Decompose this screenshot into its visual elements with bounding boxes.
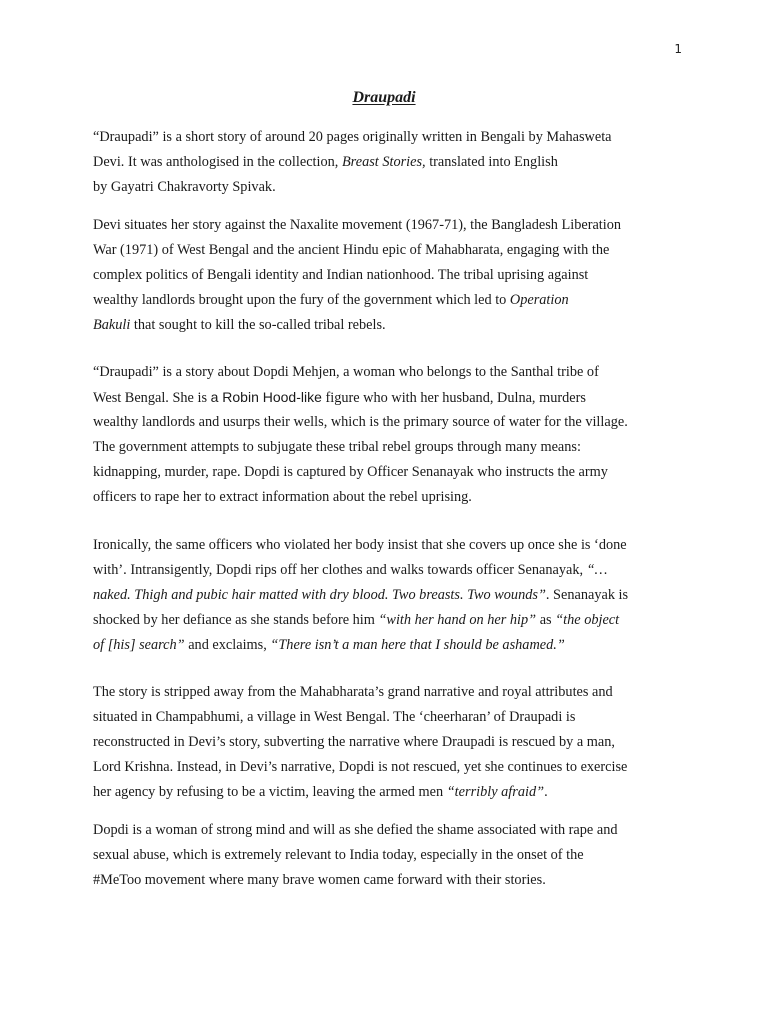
text-line <box>93 360 693 385</box>
text-run: Devi situates her story against the Naxalite movement (1967-71), the Bangladesh Liberation <box>93 217 622 233</box>
document-title: Draupadi <box>352 89 416 106</box>
text-line <box>93 175 693 200</box>
paragraph-defiance <box>93 533 693 658</box>
text-line <box>93 238 693 263</box>
text-line <box>93 410 693 435</box>
text-run: . <box>544 784 548 800</box>
italic-text: Bakuli <box>93 317 131 333</box>
italic-text: Operation <box>509 292 569 308</box>
text-run: officers to rape her to extract information about the rebel uprising. <box>93 489 472 505</box>
text-run: Ironically, the same officers who violated her body insist that she covers up once she is ‘done <box>93 537 627 553</box>
text-line <box>93 435 693 460</box>
text-line <box>93 843 693 868</box>
text-line <box>93 150 693 175</box>
text-line <box>93 385 693 410</box>
text-run: complex politics of Bengali identity and Indian nationhood. The tribal uprising against <box>93 267 589 283</box>
text-line <box>93 533 693 558</box>
text-run: a Robin Hood-like <box>210 389 322 405</box>
paragraph-intro <box>93 125 693 200</box>
text-run: and exclaims, <box>184 637 271 653</box>
text-line <box>93 780 693 805</box>
text-line <box>93 633 693 658</box>
text-line <box>93 263 693 288</box>
text-run: . Senanayak is <box>545 587 629 603</box>
text-line <box>93 868 693 893</box>
text-run: sexual abuse, which is extremely relevant to India today, especially in the onset of the <box>93 847 584 863</box>
text-run: by Gayatri Chakravorty Spivak. <box>93 179 276 195</box>
text-run: #MeToo movement where many brave women came forward with their stories. <box>93 872 546 888</box>
italic-text: of [his] search” <box>93 637 185 653</box>
text-run: The story is stripped away from the Mahabharata’s grand narrative and royal attributes and <box>93 684 613 700</box>
italic-text: “with her hand on her hip” <box>378 612 537 628</box>
text-run: Lord Krishna. Instead, in Devi’s narrative, Dopdi is not rescued, yet she continues to exercise <box>93 759 628 775</box>
text-run: figure who with her husband, Dulna, murders <box>321 390 586 406</box>
text-run: Dopdi is a woman of strong mind and will as she defied the shame associated with rape and <box>93 822 618 838</box>
text-line <box>93 313 693 338</box>
paragraph-narrative <box>93 680 693 805</box>
text-line <box>93 485 693 510</box>
text-run: wealthy landlords brought upon the fury of the government which led to <box>93 292 510 308</box>
text-run: translated into English <box>425 154 558 170</box>
text-line <box>93 125 693 150</box>
text-run: The government attempts to subjugate these tribal rebel groups through many means: <box>93 439 581 455</box>
italic-text: naked. Thigh and pubic hair matted with dry blood. Two breasts. Two wounds” <box>93 587 546 603</box>
text-line <box>93 213 693 238</box>
text-line <box>93 818 693 843</box>
italic-text: “the object <box>555 612 620 628</box>
italic-text: “There isn’t a man here that I should be ashamed.” <box>270 637 565 653</box>
text-line <box>93 755 693 780</box>
text-run: West Bengal. She is <box>93 390 211 406</box>
text-line <box>93 460 693 485</box>
text-run: as <box>536 612 556 628</box>
text-run: Devi. It was anthologised in the collection, <box>93 154 342 170</box>
text-run: that sought to kill the so-called tribal rebels. <box>130 317 386 333</box>
text-line <box>93 730 693 755</box>
text-run: shocked by her defiance as she stands before him <box>93 612 379 628</box>
text-run: wealthy landlords and usurps their wells, which is the primary source of water for the village. <box>93 414 628 430</box>
text-run: kidnapping, murder, rape. Dopdi is captured by Officer Senanayak who instructs the army <box>93 464 608 480</box>
text-line <box>93 288 693 313</box>
paragraph-conclusion <box>93 818 693 893</box>
text-run: “Draupadi” is a story about Dopdi Mehjen, a woman who belongs to the Santhal tribe of <box>93 364 599 380</box>
text-line <box>93 608 693 633</box>
text-run: her agency by refusing to be a victim, leaving the armed men <box>93 784 447 800</box>
page-number: 1 <box>674 42 682 56</box>
text-run: War (1971) of West Bengal and the ancient Hindu epic of Mahabharata, engaging with the <box>93 242 610 258</box>
text-line <box>93 705 693 730</box>
paragraph-context <box>93 213 693 338</box>
text-run: with’. Intransigently, Dopdi rips off her clothes and walks towards officer Senanayak, <box>93 562 587 578</box>
italic-text: Breast Stories, <box>341 154 426 170</box>
text-line <box>93 680 693 705</box>
paragraph-story-summary <box>93 360 693 510</box>
text-run: situated in Champabhumi, a village in West Bengal. The ‘cheerharan’ of Draupadi is <box>93 709 576 725</box>
text-run: reconstructed in Devi’s story, subverting the narrative where Draupadi is rescued by a man, <box>93 734 615 750</box>
italic-text: “terribly afraid” <box>446 784 545 800</box>
text-line <box>93 583 693 608</box>
text-run: “Draupadi” is a short story of around 20 pages originally written in Bengali by Mahasweta <box>93 129 612 145</box>
italic-text: “… <box>586 562 608 578</box>
text-line <box>93 558 693 583</box>
